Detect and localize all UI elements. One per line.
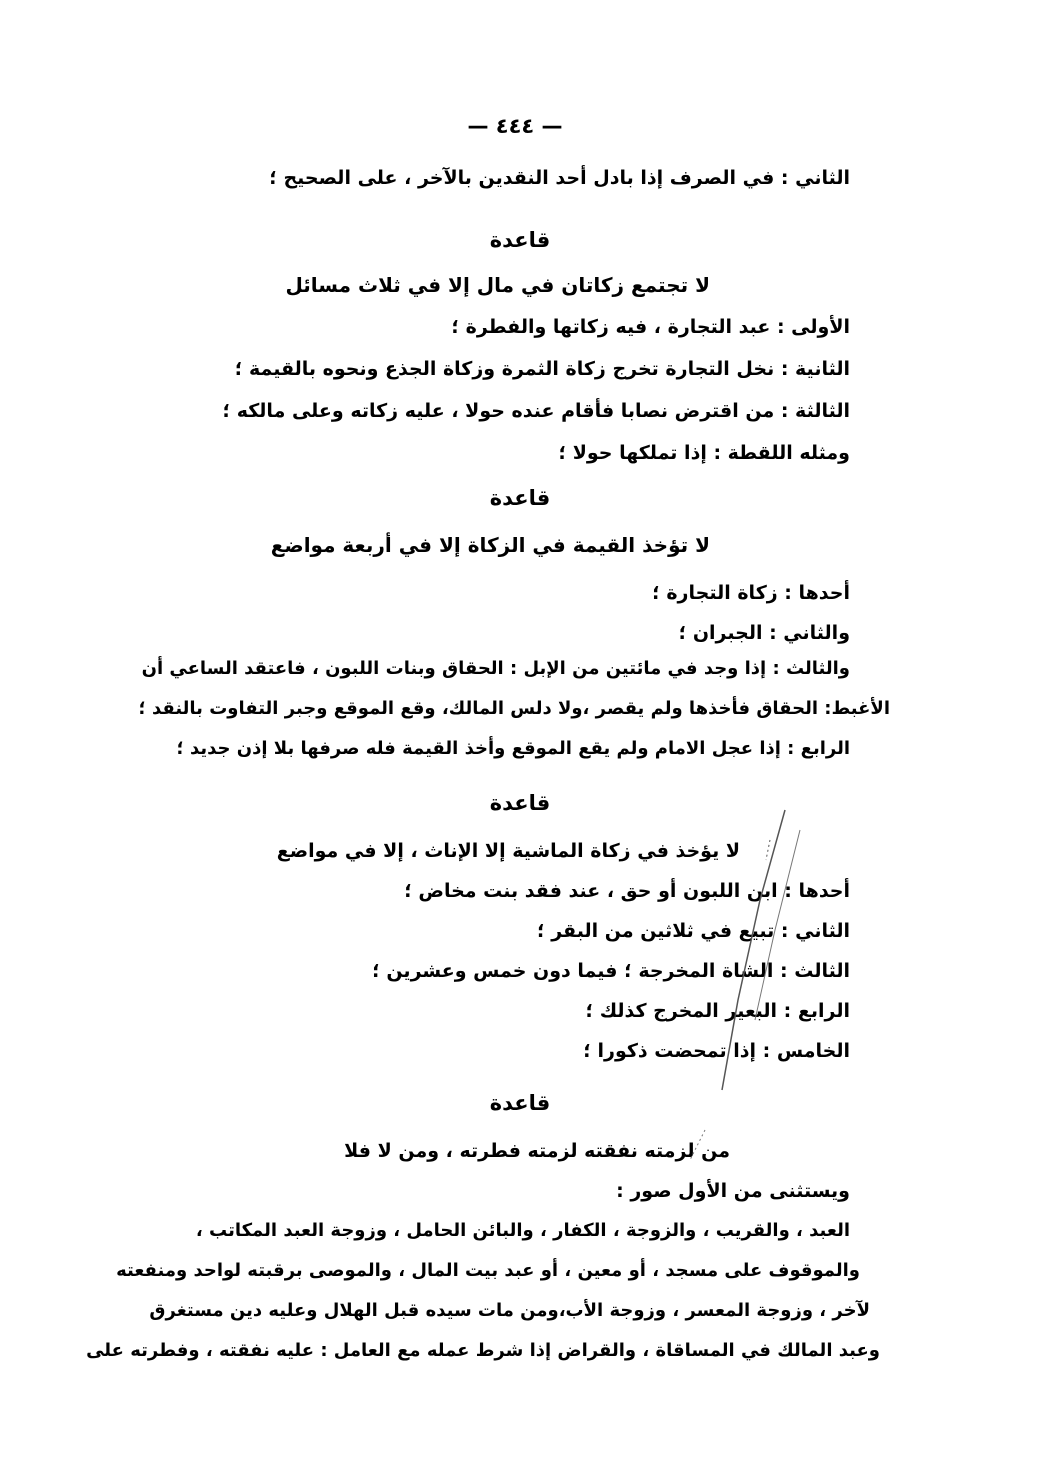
rule-statement: لا تجتمع زكاتان في مال إلا في ثلاث مسائل (285, 273, 710, 297)
text-line: أحدها : ابن اللبون أو حق ، عند فقد بنت مخاض ؛ (404, 880, 850, 902)
text-line: والموقوف على مسجد ، أو معين ، أو عبد بيت المال ، والموصى برقبته لواحد ومنفعته (116, 1260, 860, 1281)
text-line: الرابع : البعير المخرج كذلك ؛ (585, 1000, 850, 1022)
text-line: الثالثة : من اقترض نصابا فأقام عنده حولا ، عليه زكاته وعلى مالكه ؛ (222, 400, 850, 422)
text-line: الرابع : إذا عجل الامام ولم يقع الموقع وأخذ القيمة فله صرفها بلا إذن جديد ؛ (176, 738, 850, 759)
text-line: وعبد المالك في المساقاة ، والقراض إذا شرط عمله مع العامل : عليه نفقته ، وفطرته على (86, 1340, 880, 1361)
section-heading: قاعدة (489, 486, 551, 510)
section-heading: قاعدة (489, 791, 551, 815)
text-line: ويستثنى من الأول صور : (616, 1180, 850, 1202)
text-line: لآخر ، وزوجة المعسر ، وزوجة الأب،ومن مات سيده قبل الهلال وعليه دين مستغرق (149, 1300, 870, 1321)
text-line: الأغبط: الحقاق فأخذها ولم يقصر ،ولا دلس المالك، وقع الموقع وجبر التفاوت بالنقد ؛ (138, 698, 890, 719)
text-line: والثاني : الجبران ؛ (678, 622, 850, 644)
text-line: ومثله اللقطة : إذا تملكها حولا ؛ (558, 442, 850, 464)
text-line: الثالث : الشاة المخرجة ؛ فيما دون خمس وعشرين ؛ (372, 960, 850, 982)
rule-statement: لا يؤخذ في زكاة الماشية إلا الإناث ، إلا في مواضع (276, 840, 740, 862)
rule-statement: من لزمته نفقته لزمته فطرته ، ومن لا فلا (344, 1140, 730, 1162)
rule-statement: لا تؤخذ القيمة في الزكاة إلا في أربعة مواضع (270, 533, 710, 557)
pencil-stroke (766, 840, 770, 860)
text-line: أحدها : زكاة التجارة ؛ (652, 582, 850, 604)
section-heading: قاعدة (489, 228, 551, 252)
section-heading: قاعدة (489, 1091, 551, 1115)
text-line: والثالث : إذا وجد في مائتين من الإبل : الحقاق وبنات اللبون ، فاعتقد الساعي أن (141, 658, 850, 679)
text-line: الثانية : نخل التجارة تخرج زكاة الثمرة وزكاة الجذع ونحوه بالقيمة ؛ (234, 358, 850, 380)
text-line: الثاني : تبيع في ثلاثين من البقر ؛ (537, 920, 850, 942)
text-line: الثاني : في الصرف إذا بادل أحد النقدين بالآخر ، على الصحيح ؛ (269, 167, 850, 189)
text-line: العبد ، والقريب ، والزوجة ، الكفار ، والبائن الحامل ، وزوجة العبد المكاتب ، (195, 1220, 850, 1241)
text-line: الأولى : عبد التجارة ، فيه زكاتها والفطرة ؛ (451, 316, 850, 338)
page-number: — ٤٤٤ — (467, 114, 563, 138)
text-line: الخامس : إذا تمحضت ذكورا ؛ (583, 1040, 850, 1062)
